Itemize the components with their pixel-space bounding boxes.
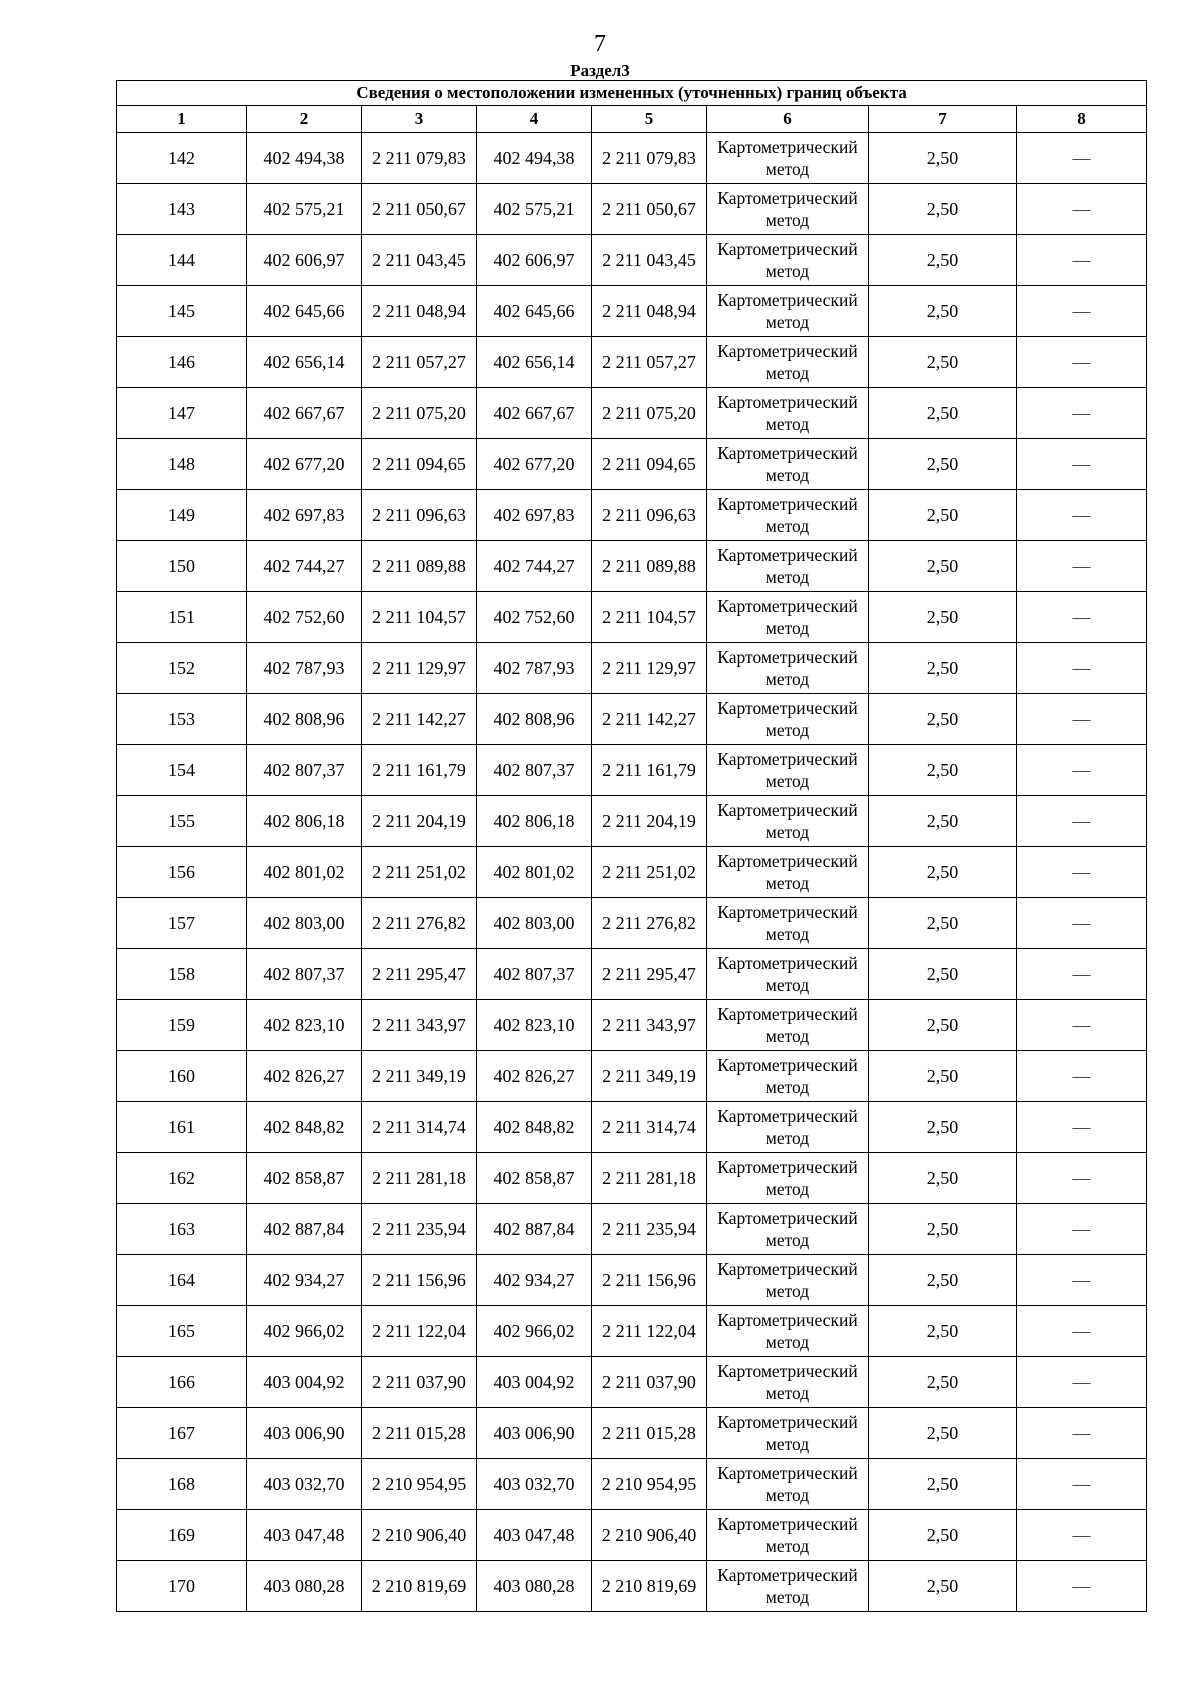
point-number-cell: 169	[117, 1510, 247, 1561]
method-cell: Картометрический метод	[707, 388, 869, 439]
accuracy-cell: 2,50	[869, 388, 1017, 439]
y-old-cell: 2 211 142,27	[362, 694, 477, 745]
table-row	[117, 949, 1147, 1000]
description-cell: —	[1017, 745, 1147, 796]
description-cell: —	[1017, 1510, 1147, 1561]
x-old-cell: 402 803,00	[247, 898, 362, 949]
method-cell: Картометрический метод	[707, 286, 869, 337]
y-old-cell: 2 210 954,95	[362, 1459, 477, 1510]
x-old-cell: 402 807,37	[247, 949, 362, 1000]
x-new-cell: 402 807,37	[477, 949, 592, 1000]
y-new-cell: 2 211 050,67	[592, 184, 707, 235]
x-new-cell: 402 677,20	[477, 439, 592, 490]
method-cell: Картометрический метод	[707, 1000, 869, 1051]
description-cell: —	[1017, 592, 1147, 643]
table-body	[117, 133, 1147, 1612]
x-new-cell: 402 823,10	[477, 1000, 592, 1051]
accuracy-cell: 2,50	[869, 745, 1017, 796]
table-row	[117, 745, 1147, 796]
y-old-cell: 2 211 015,28	[362, 1408, 477, 1459]
description-cell: —	[1017, 1357, 1147, 1408]
description-cell: —	[1017, 1306, 1147, 1357]
point-number-cell: 155	[117, 796, 247, 847]
table-row	[117, 1306, 1147, 1357]
y-new-cell: 2 211 075,20	[592, 388, 707, 439]
point-number-cell: 162	[117, 1153, 247, 1204]
accuracy-cell: 2,50	[869, 133, 1017, 184]
accuracy-cell: 2,50	[869, 490, 1017, 541]
method-cell: Картометрический метод	[707, 490, 869, 541]
accuracy-cell: 2,50	[869, 235, 1017, 286]
y-old-cell: 2 211 276,82	[362, 898, 477, 949]
method-cell: Картометрический метод	[707, 694, 869, 745]
table-row	[117, 490, 1147, 541]
point-number-cell: 161	[117, 1102, 247, 1153]
y-new-cell: 2 211 057,27	[592, 337, 707, 388]
accuracy-cell: 2,50	[869, 1459, 1017, 1510]
column-header: 3	[362, 106, 477, 133]
accuracy-cell: 2,50	[869, 1357, 1017, 1408]
method-cell: Картометрический метод	[707, 184, 869, 235]
x-old-cell: 402 823,10	[247, 1000, 362, 1051]
x-old-cell: 402 752,60	[247, 592, 362, 643]
point-number-cell: 156	[117, 847, 247, 898]
y-new-cell: 2 211 156,96	[592, 1255, 707, 1306]
table-row	[117, 133, 1147, 184]
x-new-cell: 403 080,28	[477, 1561, 592, 1612]
accuracy-cell: 2,50	[869, 1102, 1017, 1153]
y-new-cell: 2 211 015,28	[592, 1408, 707, 1459]
point-number-cell: 152	[117, 643, 247, 694]
x-new-cell: 402 656,14	[477, 337, 592, 388]
table-row	[117, 1153, 1147, 1204]
column-header: 5	[592, 106, 707, 133]
table-row	[117, 847, 1147, 898]
description-cell: —	[1017, 1255, 1147, 1306]
table-row	[117, 184, 1147, 235]
point-number-cell: 165	[117, 1306, 247, 1357]
x-old-cell: 402 801,02	[247, 847, 362, 898]
accuracy-cell: 2,50	[869, 1153, 1017, 1204]
point-number-cell: 153	[117, 694, 247, 745]
x-old-cell: 402 966,02	[247, 1306, 362, 1357]
x-new-cell: 402 494,38	[477, 133, 592, 184]
point-number-cell: 144	[117, 235, 247, 286]
y-new-cell: 2 211 089,88	[592, 541, 707, 592]
x-old-cell: 402 645,66	[247, 286, 362, 337]
accuracy-cell: 2,50	[869, 1306, 1017, 1357]
x-new-cell: 402 697,83	[477, 490, 592, 541]
table-row	[117, 898, 1147, 949]
table-row	[117, 1051, 1147, 1102]
y-old-cell: 2 211 089,88	[362, 541, 477, 592]
y-new-cell: 2 210 906,40	[592, 1510, 707, 1561]
description-cell: —	[1017, 388, 1147, 439]
column-header: 2	[247, 106, 362, 133]
description-cell: —	[1017, 439, 1147, 490]
x-new-cell: 402 858,87	[477, 1153, 592, 1204]
y-new-cell: 2 210 954,95	[592, 1459, 707, 1510]
description-cell: —	[1017, 1102, 1147, 1153]
table-row	[117, 1000, 1147, 1051]
y-old-cell: 2 211 122,04	[362, 1306, 477, 1357]
y-old-cell: 2 211 043,45	[362, 235, 477, 286]
x-new-cell: 402 806,18	[477, 796, 592, 847]
table-row	[117, 541, 1147, 592]
accuracy-cell: 2,50	[869, 1051, 1017, 1102]
section-title: Раздел3	[570, 61, 630, 80]
accuracy-cell: 2,50	[869, 184, 1017, 235]
point-number-cell: 160	[117, 1051, 247, 1102]
point-number-cell: 164	[117, 1255, 247, 1306]
point-number-cell: 149	[117, 490, 247, 541]
accuracy-cell: 2,50	[869, 643, 1017, 694]
y-old-cell: 2 211 314,74	[362, 1102, 477, 1153]
accuracy-cell: 2,50	[869, 592, 1017, 643]
method-cell: Картометрический метод	[707, 745, 869, 796]
y-new-cell: 2 211 314,74	[592, 1102, 707, 1153]
table-row	[117, 1204, 1147, 1255]
description-cell: —	[1017, 337, 1147, 388]
x-old-cell: 402 697,83	[247, 490, 362, 541]
description-cell: —	[1017, 949, 1147, 1000]
table-row	[117, 1459, 1147, 1510]
description-cell: —	[1017, 490, 1147, 541]
table-row	[117, 796, 1147, 847]
column-header: 6	[707, 106, 869, 133]
y-new-cell: 2 211 104,57	[592, 592, 707, 643]
column-number-row	[117, 106, 1147, 133]
accuracy-cell: 2,50	[869, 286, 1017, 337]
point-number-cell: 157	[117, 898, 247, 949]
accuracy-cell: 2,50	[869, 1255, 1017, 1306]
x-new-cell: 402 808,96	[477, 694, 592, 745]
accuracy-cell: 2,50	[869, 1561, 1017, 1612]
point-number-cell: 159	[117, 1000, 247, 1051]
y-new-cell: 2 211 122,04	[592, 1306, 707, 1357]
method-cell: Картометрический метод	[707, 1408, 869, 1459]
point-number-cell: 167	[117, 1408, 247, 1459]
point-number-cell: 151	[117, 592, 247, 643]
x-new-cell: 402 575,21	[477, 184, 592, 235]
x-old-cell: 402 826,27	[247, 1051, 362, 1102]
table-caption-row	[117, 81, 1147, 106]
accuracy-cell: 2,50	[869, 847, 1017, 898]
x-new-cell: 402 752,60	[477, 592, 592, 643]
y-old-cell: 2 210 819,69	[362, 1561, 477, 1612]
method-cell: Картометрический метод	[707, 643, 869, 694]
y-new-cell: 2 211 048,94	[592, 286, 707, 337]
column-header: 8	[1017, 106, 1147, 133]
y-new-cell: 2 211 096,63	[592, 490, 707, 541]
method-cell: Картометрический метод	[707, 133, 869, 184]
y-old-cell: 2 211 251,02	[362, 847, 477, 898]
table-caption: Сведения о местоположении измененных (уточненных) границ объекта	[117, 81, 1147, 106]
method-cell: Картометрический метод	[707, 1306, 869, 1357]
y-new-cell: 2 211 281,18	[592, 1153, 707, 1204]
method-cell: Картометрический метод	[707, 439, 869, 490]
x-old-cell: 402 806,18	[247, 796, 362, 847]
accuracy-cell: 2,50	[869, 898, 1017, 949]
accuracy-cell: 2,50	[869, 439, 1017, 490]
y-new-cell: 2 211 276,82	[592, 898, 707, 949]
description-cell: —	[1017, 898, 1147, 949]
method-cell: Картометрический метод	[707, 337, 869, 388]
y-old-cell: 2 211 104,57	[362, 592, 477, 643]
x-old-cell: 402 667,67	[247, 388, 362, 439]
description-cell: —	[1017, 643, 1147, 694]
method-cell: Картометрический метод	[707, 1357, 869, 1408]
description-cell: —	[1017, 1051, 1147, 1102]
y-old-cell: 2 211 048,94	[362, 286, 477, 337]
y-new-cell: 2 211 037,90	[592, 1357, 707, 1408]
y-old-cell: 2 211 079,83	[362, 133, 477, 184]
x-old-cell: 402 494,38	[247, 133, 362, 184]
y-new-cell: 2 211 094,65	[592, 439, 707, 490]
table-row	[117, 439, 1147, 490]
x-old-cell: 402 934,27	[247, 1255, 362, 1306]
description-cell: —	[1017, 1000, 1147, 1051]
description-cell: —	[1017, 1561, 1147, 1612]
x-old-cell: 403 032,70	[247, 1459, 362, 1510]
x-new-cell: 403 004,92	[477, 1357, 592, 1408]
x-new-cell: 402 934,27	[477, 1255, 592, 1306]
method-cell: Картометрический метод	[707, 235, 869, 286]
method-cell: Картометрический метод	[707, 1459, 869, 1510]
description-cell: —	[1017, 184, 1147, 235]
x-old-cell: 403 006,90	[247, 1408, 362, 1459]
column-header: 7	[869, 106, 1017, 133]
table-row	[117, 643, 1147, 694]
y-new-cell: 2 211 079,83	[592, 133, 707, 184]
table-row	[117, 1357, 1147, 1408]
method-cell: Картометрический метод	[707, 1510, 869, 1561]
description-cell: —	[1017, 286, 1147, 337]
description-cell: —	[1017, 1204, 1147, 1255]
y-new-cell: 2 211 235,94	[592, 1204, 707, 1255]
y-new-cell: 2 211 349,19	[592, 1051, 707, 1102]
boundary-coordinates-table	[116, 80, 1147, 1612]
point-number-cell: 158	[117, 949, 247, 1000]
description-cell: —	[1017, 235, 1147, 286]
method-cell: Картометрический метод	[707, 541, 869, 592]
table-row	[117, 592, 1147, 643]
x-old-cell: 402 807,37	[247, 745, 362, 796]
method-cell: Картометрический метод	[707, 1153, 869, 1204]
x-old-cell: 402 787,93	[247, 643, 362, 694]
description-cell: —	[1017, 847, 1147, 898]
x-old-cell: 402 887,84	[247, 1204, 362, 1255]
table-row	[117, 1255, 1147, 1306]
method-cell: Картометрический метод	[707, 592, 869, 643]
point-number-cell: 166	[117, 1357, 247, 1408]
accuracy-cell: 2,50	[869, 694, 1017, 745]
method-cell: Картометрический метод	[707, 1051, 869, 1102]
method-cell: Картометрический метод	[707, 1102, 869, 1153]
accuracy-cell: 2,50	[869, 541, 1017, 592]
point-number-cell: 142	[117, 133, 247, 184]
table-row	[117, 694, 1147, 745]
y-old-cell: 2 211 075,20	[362, 388, 477, 439]
accuracy-cell: 2,50	[869, 796, 1017, 847]
x-old-cell: 402 656,14	[247, 337, 362, 388]
description-cell: —	[1017, 1153, 1147, 1204]
point-number-cell: 145	[117, 286, 247, 337]
accuracy-cell: 2,50	[869, 1510, 1017, 1561]
y-new-cell: 2 211 161,79	[592, 745, 707, 796]
method-cell: Картометрический метод	[707, 898, 869, 949]
point-number-cell: 150	[117, 541, 247, 592]
y-new-cell: 2 211 251,02	[592, 847, 707, 898]
x-old-cell: 403 047,48	[247, 1510, 362, 1561]
column-header: 1	[117, 106, 247, 133]
y-new-cell: 2 211 129,97	[592, 643, 707, 694]
y-old-cell: 2 211 094,65	[362, 439, 477, 490]
y-old-cell: 2 211 050,67	[362, 184, 477, 235]
table-row	[117, 1408, 1147, 1459]
point-number-cell: 147	[117, 388, 247, 439]
x-new-cell: 402 807,37	[477, 745, 592, 796]
page-number: 7	[594, 31, 606, 57]
y-old-cell: 2 211 129,97	[362, 643, 477, 694]
point-number-cell: 168	[117, 1459, 247, 1510]
table-row	[117, 1510, 1147, 1561]
x-new-cell: 403 032,70	[477, 1459, 592, 1510]
y-new-cell: 2 211 043,45	[592, 235, 707, 286]
x-new-cell: 402 645,66	[477, 286, 592, 337]
y-old-cell: 2 211 096,63	[362, 490, 477, 541]
y-old-cell: 2 211 037,90	[362, 1357, 477, 1408]
table-row	[117, 1102, 1147, 1153]
x-old-cell: 402 744,27	[247, 541, 362, 592]
accuracy-cell: 2,50	[869, 337, 1017, 388]
x-new-cell: 402 801,02	[477, 847, 592, 898]
description-cell: —	[1017, 694, 1147, 745]
point-number-cell: 154	[117, 745, 247, 796]
y-old-cell: 2 211 281,18	[362, 1153, 477, 1204]
x-new-cell: 403 006,90	[477, 1408, 592, 1459]
x-new-cell: 402 606,97	[477, 235, 592, 286]
y-new-cell: 2 210 819,69	[592, 1561, 707, 1612]
description-cell: —	[1017, 1459, 1147, 1510]
y-old-cell: 2 211 343,97	[362, 1000, 477, 1051]
y-old-cell: 2 211 161,79	[362, 745, 477, 796]
y-new-cell: 2 211 295,47	[592, 949, 707, 1000]
point-number-cell: 170	[117, 1561, 247, 1612]
y-new-cell: 2 211 204,19	[592, 796, 707, 847]
x-old-cell: 403 080,28	[247, 1561, 362, 1612]
y-new-cell: 2 211 142,27	[592, 694, 707, 745]
x-new-cell: 402 826,27	[477, 1051, 592, 1102]
method-cell: Картометрический метод	[707, 1561, 869, 1612]
table-row	[117, 235, 1147, 286]
y-old-cell: 2 210 906,40	[362, 1510, 477, 1561]
x-new-cell: 402 966,02	[477, 1306, 592, 1357]
description-cell: —	[1017, 541, 1147, 592]
method-cell: Картометрический метод	[707, 1255, 869, 1306]
point-number-cell: 163	[117, 1204, 247, 1255]
x-new-cell: 402 787,93	[477, 643, 592, 694]
y-new-cell: 2 211 343,97	[592, 1000, 707, 1051]
point-number-cell: 146	[117, 337, 247, 388]
y-old-cell: 2 211 057,27	[362, 337, 477, 388]
y-old-cell: 2 211 204,19	[362, 796, 477, 847]
table-row	[117, 337, 1147, 388]
x-old-cell: 402 677,20	[247, 439, 362, 490]
accuracy-cell: 2,50	[869, 949, 1017, 1000]
y-old-cell: 2 211 349,19	[362, 1051, 477, 1102]
description-cell: —	[1017, 796, 1147, 847]
x-old-cell: 402 858,87	[247, 1153, 362, 1204]
description-cell: —	[1017, 133, 1147, 184]
method-cell: Картометрический метод	[707, 949, 869, 1000]
column-header: 4	[477, 106, 592, 133]
x-new-cell: 402 848,82	[477, 1102, 592, 1153]
x-old-cell: 402 808,96	[247, 694, 362, 745]
x-new-cell: 402 803,00	[477, 898, 592, 949]
point-number-cell: 148	[117, 439, 247, 490]
table-row	[117, 388, 1147, 439]
table-row	[117, 1561, 1147, 1612]
method-cell: Картометрический метод	[707, 847, 869, 898]
method-cell: Картометрический метод	[707, 1204, 869, 1255]
y-old-cell: 2 211 295,47	[362, 949, 477, 1000]
table-row	[117, 286, 1147, 337]
y-old-cell: 2 211 235,94	[362, 1204, 477, 1255]
x-old-cell: 402 606,97	[247, 235, 362, 286]
x-new-cell: 402 744,27	[477, 541, 592, 592]
x-old-cell: 403 004,92	[247, 1357, 362, 1408]
accuracy-cell: 2,50	[869, 1408, 1017, 1459]
x-old-cell: 402 848,82	[247, 1102, 362, 1153]
description-cell: —	[1017, 1408, 1147, 1459]
x-new-cell: 402 667,67	[477, 388, 592, 439]
method-cell: Картометрический метод	[707, 796, 869, 847]
x-new-cell: 402 887,84	[477, 1204, 592, 1255]
y-old-cell: 2 211 156,96	[362, 1255, 477, 1306]
x-new-cell: 403 047,48	[477, 1510, 592, 1561]
point-number-cell: 143	[117, 184, 247, 235]
accuracy-cell: 2,50	[869, 1204, 1017, 1255]
accuracy-cell: 2,50	[869, 1000, 1017, 1051]
x-old-cell: 402 575,21	[247, 184, 362, 235]
